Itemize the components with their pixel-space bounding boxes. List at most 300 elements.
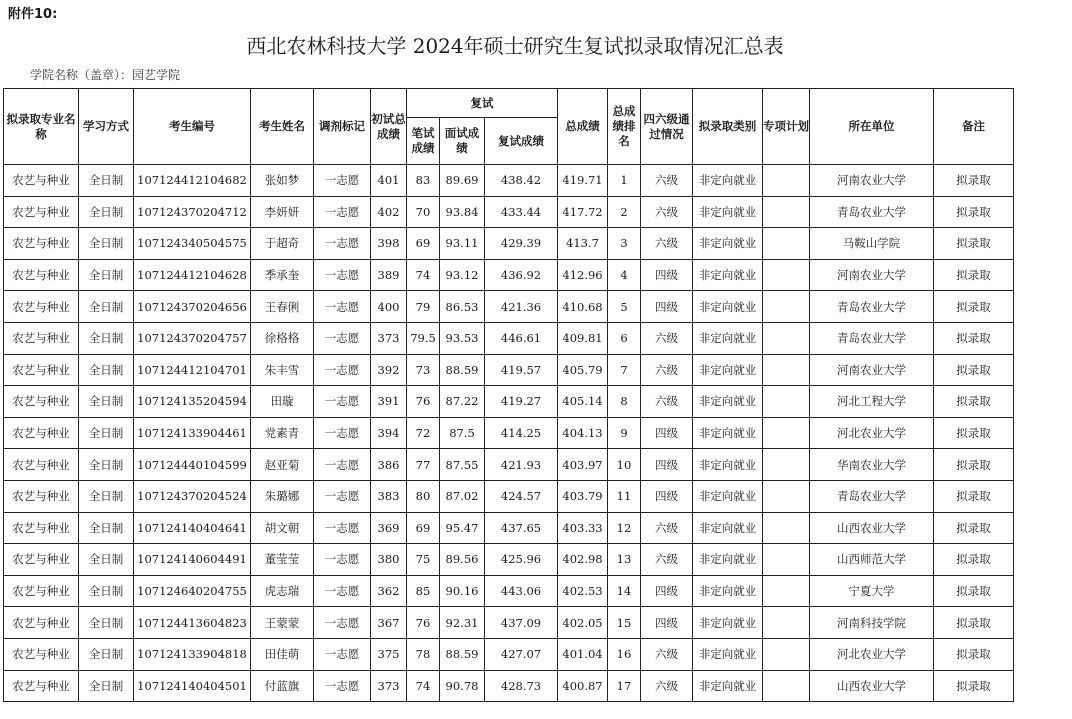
cell-adjust: 一志愿: [314, 259, 371, 291]
cell-major: 农艺与种业: [4, 670, 79, 702]
cell-unit: 马鞍山学院: [810, 228, 934, 260]
cell-retest-score: 437.65: [485, 512, 558, 544]
cell-exam-id: 107124370204524: [134, 480, 251, 512]
cell-cet: 四级: [641, 259, 693, 291]
cell-admission-type: 非定向就业: [693, 607, 763, 639]
cell-initial-score: 394: [371, 417, 407, 449]
cell-rank: 9: [608, 417, 641, 449]
cell-written: 73: [407, 354, 440, 386]
cell-adjust: 一志愿: [314, 291, 371, 323]
cell-study-mode: 全日制: [79, 417, 134, 449]
cell-cet: 六级: [641, 512, 693, 544]
cell-admission-type: 非定向就业: [693, 417, 763, 449]
cell-exam-id: 107124340504575: [134, 228, 251, 260]
header-unit: 所在单位: [810, 89, 934, 165]
cell-special-plan: [763, 575, 810, 607]
cell-name: 田佳萌: [251, 638, 314, 670]
cell-admission-type: 非定向就业: [693, 228, 763, 260]
cell-unit: 宁夏大学: [810, 575, 934, 607]
cell-name: 董莹莹: [251, 544, 314, 576]
cell-name: 王蒙蒙: [251, 607, 314, 639]
cell-retest-score: 437.09: [485, 607, 558, 639]
cell-study-mode: 全日制: [79, 354, 134, 386]
cell-special-plan: [763, 165, 810, 197]
cell-total: 405.14: [558, 386, 608, 418]
cell-rank: 2: [608, 196, 641, 228]
cell-name: 张如梦: [251, 165, 314, 197]
cell-special-plan: [763, 196, 810, 228]
cell-name: 朱丰雪: [251, 354, 314, 386]
cell-rank: 13: [608, 544, 641, 576]
cell-cet: 六级: [641, 386, 693, 418]
cell-initial-score: 386: [371, 449, 407, 481]
cell-unit: 河南农业大学: [810, 354, 934, 386]
cell-major: 农艺与种业: [4, 259, 79, 291]
cell-special-plan: [763, 638, 810, 670]
cell-initial-score: 380: [371, 544, 407, 576]
cell-remark: 拟录取: [934, 575, 1014, 607]
cell-rank: 5: [608, 291, 641, 323]
cell-retest-score: 446.61: [485, 322, 558, 354]
cell-initial-score: 391: [371, 386, 407, 418]
cell-interview: 90.78: [440, 670, 485, 702]
cell-written: 72: [407, 417, 440, 449]
cell-rank: 3: [608, 228, 641, 260]
cell-adjust: 一志愿: [314, 354, 371, 386]
header-remark: 备注: [934, 89, 1014, 165]
cell-exam-id: 107124133904818: [134, 638, 251, 670]
cell-total: 412.96: [558, 259, 608, 291]
cell-rank: 14: [608, 575, 641, 607]
cell-adjust: 一志愿: [314, 575, 371, 607]
cell-total: 413.7: [558, 228, 608, 260]
table-row: [4, 386, 1014, 418]
cell-cet: 四级: [641, 575, 693, 607]
cell-study-mode: 全日制: [79, 670, 134, 702]
cell-rank: 17: [608, 670, 641, 702]
cell-unit: 河北工程大学: [810, 386, 934, 418]
cell-admission-type: 非定向就业: [693, 165, 763, 197]
cell-remark: 拟录取: [934, 322, 1014, 354]
cell-cet: 四级: [641, 417, 693, 449]
cell-unit: 河南科技学院: [810, 607, 934, 639]
cell-remark: 拟录取: [934, 228, 1014, 260]
header-special-plan: 专项计划: [763, 89, 810, 165]
table-row: [4, 575, 1014, 607]
cell-exam-id: 107124140604491: [134, 544, 251, 576]
cell-adjust: 一志愿: [314, 512, 371, 544]
cell-adjust: 一志愿: [314, 228, 371, 260]
table-row: [4, 259, 1014, 291]
cell-admission-type: 非定向就业: [693, 259, 763, 291]
cell-cet: 六级: [641, 322, 693, 354]
cell-total: 409.81: [558, 322, 608, 354]
cell-initial-score: 402: [371, 196, 407, 228]
header-interview: 面试成绩: [440, 118, 485, 165]
cell-special-plan: [763, 354, 810, 386]
cell-major: 农艺与种业: [4, 354, 79, 386]
cell-exam-id: 107124370204656: [134, 291, 251, 323]
cell-exam-id: 107124412104682: [134, 165, 251, 197]
cell-special-plan: [763, 259, 810, 291]
header-major: 拟录取专业名称: [4, 89, 79, 165]
cell-admission-type: 非定向就业: [693, 386, 763, 418]
cell-total: 400.87: [558, 670, 608, 702]
header-exam-id: 考生编号: [134, 89, 251, 165]
header-adjust: 调剂标记: [314, 89, 371, 165]
cell-interview: 89.69: [440, 165, 485, 197]
cell-special-plan: [763, 544, 810, 576]
cell-initial-score: 375: [371, 638, 407, 670]
cell-written: 69: [407, 512, 440, 544]
cell-rank: 7: [608, 354, 641, 386]
cell-total: 403.33: [558, 512, 608, 544]
cell-adjust: 一志愿: [314, 386, 371, 418]
cell-rank: 16: [608, 638, 641, 670]
cell-name: 朱璐娜: [251, 480, 314, 512]
cell-remark: 拟录取: [934, 165, 1014, 197]
cell-study-mode: 全日制: [79, 480, 134, 512]
cell-major: 农艺与种业: [4, 480, 79, 512]
table-row: [4, 449, 1014, 481]
cell-study-mode: 全日制: [79, 575, 134, 607]
cell-written: 79: [407, 291, 440, 323]
cell-rank: 8: [608, 386, 641, 418]
cell-cet: 四级: [641, 291, 693, 323]
cell-major: 农艺与种业: [4, 512, 79, 544]
cell-initial-score: 392: [371, 354, 407, 386]
cell-name: 于超奇: [251, 228, 314, 260]
cell-retest-score: 425.96: [485, 544, 558, 576]
table-row: [4, 322, 1014, 354]
cell-total: 410.68: [558, 291, 608, 323]
cell-study-mode: 全日制: [79, 449, 134, 481]
header-written: 笔试成绩: [407, 118, 440, 165]
cell-interview: 88.59: [440, 638, 485, 670]
cell-initial-score: 398: [371, 228, 407, 260]
cell-exam-id: 107124413604823: [134, 607, 251, 639]
cell-interview: 87.22: [440, 386, 485, 418]
cell-study-mode: 全日制: [79, 386, 134, 418]
cell-unit: 青岛农业大学: [810, 291, 934, 323]
cell-retest-score: 438.42: [485, 165, 558, 197]
cell-total: 402.98: [558, 544, 608, 576]
cell-admission-type: 非定向就业: [693, 354, 763, 386]
cell-total: 405.79: [558, 354, 608, 386]
cell-initial-score: 373: [371, 322, 407, 354]
cell-cet: 六级: [641, 165, 693, 197]
header-rank: 总成绩排名: [608, 89, 641, 165]
cell-unit: 山西农业大学: [810, 512, 934, 544]
cell-special-plan: [763, 480, 810, 512]
cell-special-plan: [763, 512, 810, 544]
cell-remark: 拟录取: [934, 670, 1014, 702]
header-retest-group: 复试: [407, 89, 558, 118]
cell-written: 70: [407, 196, 440, 228]
cell-cet: 六级: [641, 544, 693, 576]
table-row: [4, 291, 1014, 323]
cell-written: 76: [407, 607, 440, 639]
cell-written: 75: [407, 544, 440, 576]
cell-retest-score: 428.73: [485, 670, 558, 702]
cell-initial-score: 362: [371, 575, 407, 607]
cell-retest-score: 427.07: [485, 638, 558, 670]
cell-remark: 拟录取: [934, 259, 1014, 291]
cell-adjust: 一志愿: [314, 165, 371, 197]
cell-study-mode: 全日制: [79, 165, 134, 197]
cell-initial-score: 389: [371, 259, 407, 291]
cell-interview: 93.53: [440, 322, 485, 354]
cell-rank: 12: [608, 512, 641, 544]
cell-adjust: 一志愿: [314, 449, 371, 481]
cell-interview: 89.56: [440, 544, 485, 576]
cell-exam-id: 107124412104628: [134, 259, 251, 291]
cell-rank: 11: [608, 480, 641, 512]
cell-adjust: 一志愿: [314, 196, 371, 228]
cell-written: 74: [407, 259, 440, 291]
cell-name: 徐格格: [251, 322, 314, 354]
cell-cet: 四级: [641, 449, 693, 481]
cell-admission-type: 非定向就业: [693, 575, 763, 607]
cell-interview: 86.53: [440, 291, 485, 323]
cell-interview: 88.59: [440, 354, 485, 386]
cell-retest-score: 414.25: [485, 417, 558, 449]
cell-remark: 拟录取: [934, 638, 1014, 670]
page-title: 西北农林科技大学 2024年硕士研究生复试拟录取情况汇总表: [246, 34, 784, 58]
cell-remark: 拟录取: [934, 291, 1014, 323]
cell-name: 王春俐: [251, 291, 314, 323]
cell-rank: 15: [608, 607, 641, 639]
header-total: 总成绩: [558, 89, 608, 165]
cell-unit: 青岛农业大学: [810, 322, 934, 354]
header-study-mode: 学习方式: [79, 89, 134, 165]
cell-cet: 六级: [641, 196, 693, 228]
cell-rank: 4: [608, 259, 641, 291]
cell-total: 404.13: [558, 417, 608, 449]
cell-cet: 四级: [641, 480, 693, 512]
cell-admission-type: 非定向就业: [693, 449, 763, 481]
cell-exam-id: 107124440104599: [134, 449, 251, 481]
attachment-label: 附件10:: [8, 7, 58, 22]
table-row: [4, 512, 1014, 544]
cell-major: 农艺与种业: [4, 449, 79, 481]
cell-remark: 拟录取: [934, 480, 1014, 512]
cell-total: 403.79: [558, 480, 608, 512]
cell-major: 农艺与种业: [4, 291, 79, 323]
cell-name: 田璇: [251, 386, 314, 418]
cell-retest-score: 429.39: [485, 228, 558, 260]
cell-unit: 青岛农业大学: [810, 480, 934, 512]
cell-interview: 93.11: [440, 228, 485, 260]
cell-interview: 93.84: [440, 196, 485, 228]
cell-name: 李妍妍: [251, 196, 314, 228]
cell-interview: 87.55: [440, 449, 485, 481]
cell-written: 74: [407, 670, 440, 702]
cell-major: 农艺与种业: [4, 165, 79, 197]
cell-adjust: 一志愿: [314, 670, 371, 702]
header-cet: 四六级通过情况: [641, 89, 693, 165]
cell-retest-score: 436.92: [485, 259, 558, 291]
cell-retest-score: 433.44: [485, 196, 558, 228]
cell-unit: 河北农业大学: [810, 638, 934, 670]
cell-adjust: 一志愿: [314, 638, 371, 670]
cell-rank: 10: [608, 449, 641, 481]
cell-exam-id: 107124412104701: [134, 354, 251, 386]
cell-remark: 拟录取: [934, 196, 1014, 228]
cell-retest-score: 419.57: [485, 354, 558, 386]
cell-study-mode: 全日制: [79, 544, 134, 576]
table-row: [4, 480, 1014, 512]
header-admission-type: 拟录取类别: [693, 89, 763, 165]
cell-interview: 87.02: [440, 480, 485, 512]
college-line: 学院名称（盖章）：园艺学院: [30, 68, 181, 82]
cell-admission-type: 非定向就业: [693, 480, 763, 512]
cell-special-plan: [763, 322, 810, 354]
table-body: [4, 165, 1014, 702]
cell-interview: 92.31: [440, 607, 485, 639]
table-row: [4, 544, 1014, 576]
cell-exam-id: 107124370204712: [134, 196, 251, 228]
cell-total: 403.97: [558, 449, 608, 481]
table-row: [4, 165, 1014, 197]
cell-cet: 六级: [641, 638, 693, 670]
cell-study-mode: 全日制: [79, 291, 134, 323]
cell-written: 77: [407, 449, 440, 481]
cell-cet: 四级: [641, 607, 693, 639]
cell-interview: 95.47: [440, 512, 485, 544]
table-row: [4, 196, 1014, 228]
cell-initial-score: 373: [371, 670, 407, 702]
cell-remark: 拟录取: [934, 544, 1014, 576]
cell-interview: 90.16: [440, 575, 485, 607]
cell-exam-id: 107124133904461: [134, 417, 251, 449]
cell-admission-type: 非定向就业: [693, 670, 763, 702]
cell-name: 付蓝旗: [251, 670, 314, 702]
cell-adjust: 一志愿: [314, 544, 371, 576]
cell-adjust: 一志愿: [314, 607, 371, 639]
cell-major: 农艺与种业: [4, 386, 79, 418]
cell-special-plan: [763, 449, 810, 481]
table-row: [4, 607, 1014, 639]
cell-initial-score: 369: [371, 512, 407, 544]
cell-written: 85: [407, 575, 440, 607]
cell-initial-score: 400: [371, 291, 407, 323]
cell-written: 69: [407, 228, 440, 260]
cell-admission-type: 非定向就业: [693, 638, 763, 670]
cell-major: 农艺与种业: [4, 607, 79, 639]
cell-special-plan: [763, 291, 810, 323]
cell-adjust: 一志愿: [314, 417, 371, 449]
table-row: [4, 638, 1014, 670]
cell-interview: 93.12: [440, 259, 485, 291]
cell-name: 胡文朝: [251, 512, 314, 544]
cell-admission-type: 非定向就业: [693, 544, 763, 576]
cell-total: 419.71: [558, 165, 608, 197]
cell-unit: 河南农业大学: [810, 165, 934, 197]
table-row: [4, 228, 1014, 260]
cell-remark: 拟录取: [934, 449, 1014, 481]
cell-major: 农艺与种业: [4, 575, 79, 607]
cell-remark: 拟录取: [934, 386, 1014, 418]
cell-special-plan: [763, 670, 810, 702]
cell-interview: 87.5: [440, 417, 485, 449]
cell-major: 农艺与种业: [4, 228, 79, 260]
cell-retest-score: 421.36: [485, 291, 558, 323]
header-initial-score: 初试总成绩: [371, 89, 407, 165]
cell-name: 虎志瑞: [251, 575, 314, 607]
cell-retest-score: 421.93: [485, 449, 558, 481]
cell-written: 83: [407, 165, 440, 197]
header-retest-score: 复试成绩: [485, 118, 558, 165]
cell-study-mode: 全日制: [79, 322, 134, 354]
cell-exam-id: 107124140404641: [134, 512, 251, 544]
cell-exam-id: 107124370204757: [134, 322, 251, 354]
cell-adjust: 一志愿: [314, 322, 371, 354]
cell-name: 党素青: [251, 417, 314, 449]
cell-major: 农艺与种业: [4, 544, 79, 576]
cell-unit: 青岛农业大学: [810, 196, 934, 228]
cell-written: 80: [407, 480, 440, 512]
cell-cet: 六级: [641, 354, 693, 386]
cell-retest-score: 443.06: [485, 575, 558, 607]
header-name: 考生姓名: [251, 89, 314, 165]
cell-special-plan: [763, 607, 810, 639]
cell-initial-score: 367: [371, 607, 407, 639]
cell-written: 78: [407, 638, 440, 670]
table-row: [4, 354, 1014, 386]
cell-name: 季承奎: [251, 259, 314, 291]
cell-admission-type: 非定向就业: [693, 512, 763, 544]
cell-total: 402.53: [558, 575, 608, 607]
cell-retest-score: 424.57: [485, 480, 558, 512]
cell-special-plan: [763, 417, 810, 449]
cell-admission-type: 非定向就业: [693, 322, 763, 354]
cell-major: 农艺与种业: [4, 638, 79, 670]
cell-cet: 六级: [641, 670, 693, 702]
cell-unit: 山西农业大学: [810, 670, 934, 702]
cell-initial-score: 401: [371, 165, 407, 197]
cell-study-mode: 全日制: [79, 228, 134, 260]
cell-study-mode: 全日制: [79, 259, 134, 291]
cell-written: 79.5: [407, 322, 440, 354]
cell-initial-score: 383: [371, 480, 407, 512]
cell-admission-type: 非定向就业: [693, 196, 763, 228]
admission-table: [3, 88, 1014, 702]
cell-remark: 拟录取: [934, 417, 1014, 449]
cell-rank: 1: [608, 165, 641, 197]
cell-retest-score: 419.27: [485, 386, 558, 418]
cell-total: 401.04: [558, 638, 608, 670]
cell-unit: 河南农业大学: [810, 259, 934, 291]
cell-special-plan: [763, 386, 810, 418]
cell-name: 赵亚菊: [251, 449, 314, 481]
cell-adjust: 一志愿: [314, 480, 371, 512]
cell-admission-type: 非定向就业: [693, 291, 763, 323]
cell-total: 417.72: [558, 196, 608, 228]
cell-remark: 拟录取: [934, 512, 1014, 544]
cell-study-mode: 全日制: [79, 512, 134, 544]
cell-remark: 拟录取: [934, 354, 1014, 386]
cell-major: 农艺与种业: [4, 322, 79, 354]
cell-unit: 华南农业大学: [810, 449, 934, 481]
cell-cet: 六级: [641, 228, 693, 260]
cell-unit: 河北农业大学: [810, 417, 934, 449]
cell-major: 农艺与种业: [4, 196, 79, 228]
cell-exam-id: 107124135204594: [134, 386, 251, 418]
cell-written: 76: [407, 386, 440, 418]
table-row: [4, 417, 1014, 449]
cell-unit: 山西师范大学: [810, 544, 934, 576]
